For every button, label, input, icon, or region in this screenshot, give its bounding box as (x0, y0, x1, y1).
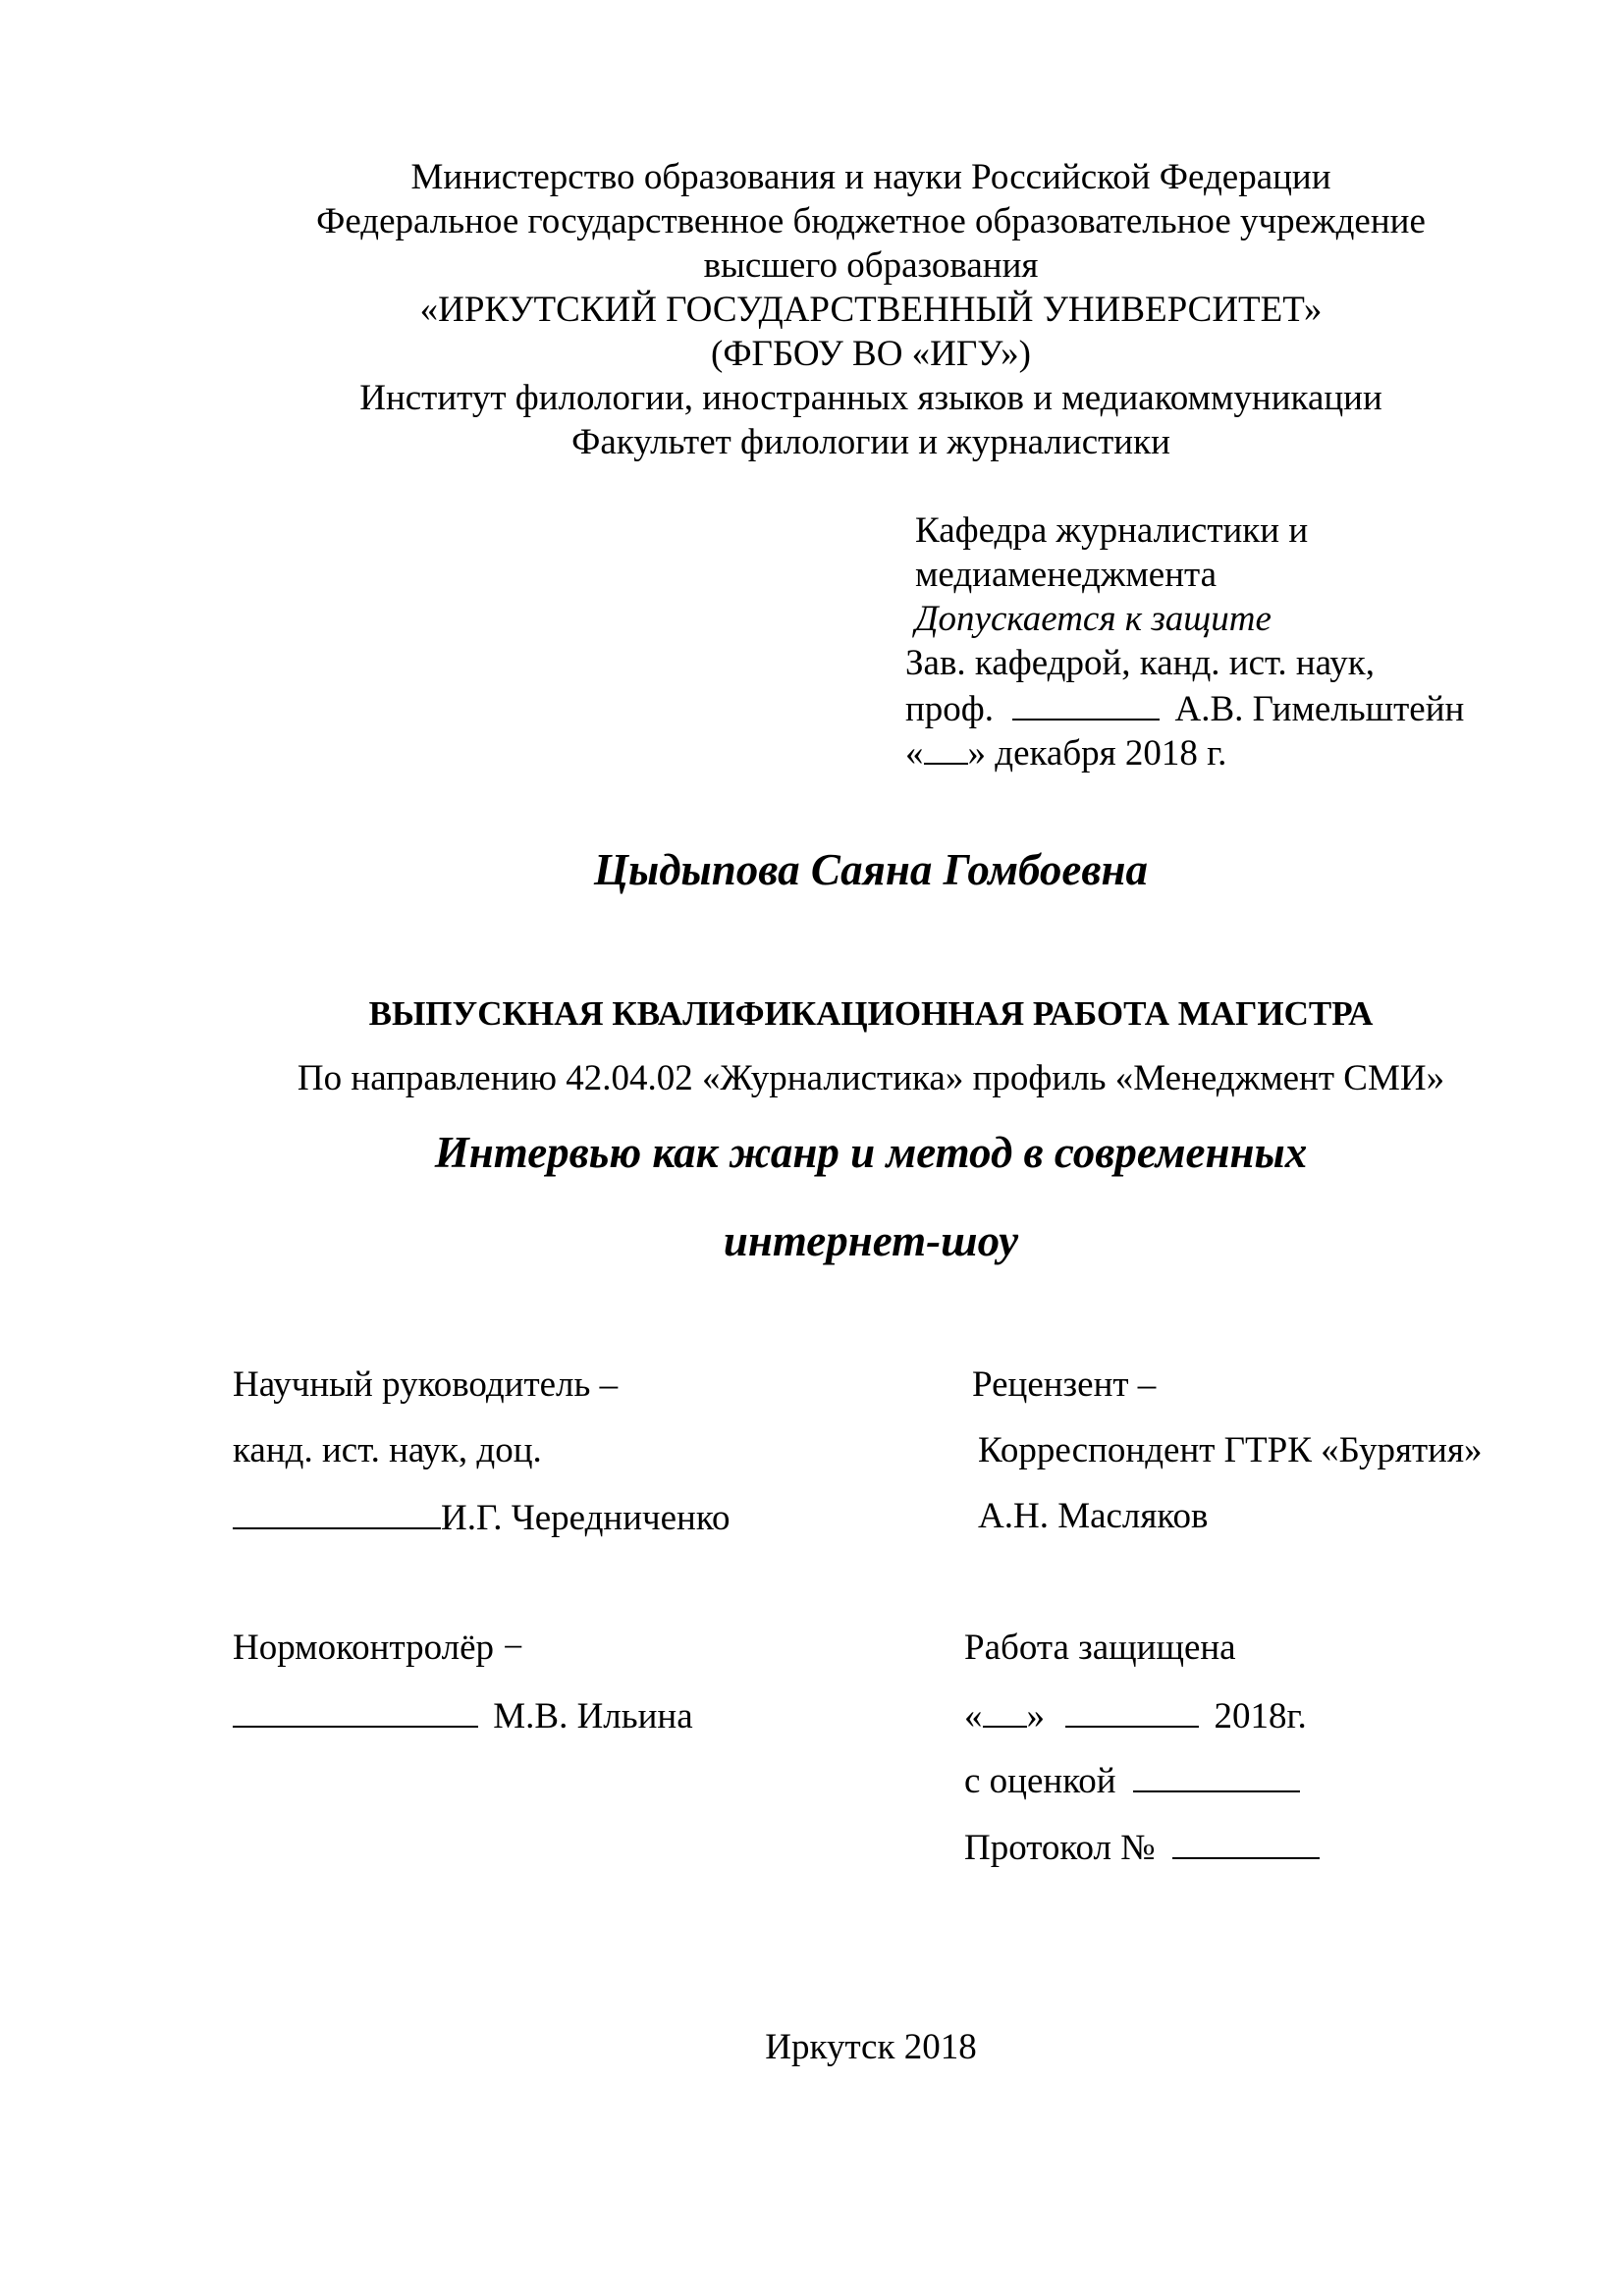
department-line-1: Кафедра журналистики и (915, 510, 1309, 551)
signature-blank (1012, 685, 1160, 721)
department-line-2: медиаменеджмента (915, 555, 1218, 595)
approval-date-line: « » декабря 2018 г. (905, 729, 1226, 775)
work-type: ВЫПУСКНАЯ КВАЛИФИКАЦИОННАЯ РАБОТА МАГИСТРА (368, 994, 1374, 1033)
signature-blank (233, 1692, 478, 1728)
prof-prefix: проф. (905, 689, 995, 729)
supervisor-role: Научный руководитель – (233, 1364, 619, 1405)
header-line-faculty: Факультет филологии и журналистики (571, 422, 1170, 462)
normcontrol-name: М.В. Ильина (493, 1696, 693, 1736)
protocol-blank (1172, 1824, 1320, 1859)
grade-line: с оценкой (964, 1757, 1300, 1803)
header-line-education-level: высшего образования (703, 245, 1039, 286)
header-line-university: «ИРКУТСКИЙ ГОСУДАРСТВЕННЫЙ УНИВЕРСИТЕТ» (419, 290, 1323, 330)
day-blank (924, 729, 968, 765)
reviewer-name: А.Н. Масляков (978, 1496, 1209, 1536)
supervisor-name: И.Г. Чередниченко (441, 1498, 731, 1538)
normcontrol-role: Нормоконтролёр − (233, 1628, 524, 1668)
reviewer-role: Рецензент – (972, 1364, 1157, 1405)
header-line-ministry: Министерство образования и науки Российской Федерации (410, 157, 1331, 197)
day-blank (983, 1692, 1027, 1728)
head-signature-line (905, 685, 1464, 731)
head-of-department-title: Зав. кафедрой, канд. ист. наук, (905, 643, 1375, 683)
author-name: Цыдыпова Саяна Гомбоевна (594, 845, 1148, 894)
defense-date-line: « » 2018г. (964, 1692, 1307, 1738)
month-blank (1065, 1692, 1199, 1728)
supervisor-degree: канд. ист. наук, доц. (233, 1430, 542, 1470)
grade-blank (1133, 1757, 1300, 1792)
signature-blank (233, 1494, 441, 1529)
study-direction: По направлению 42.04.02 «Журналистика» профиль «Менеджмент СМИ» (297, 1058, 1445, 1098)
defense-title: Работа защищена (964, 1628, 1236, 1668)
reviewer-position: Корреспондент ГТРК «Бурятия» (978, 1430, 1483, 1470)
header-line-institute: Институт филологии, иностранных языков и медиакоммуникации (359, 378, 1382, 418)
admitted-to-defense: Допускается к защите (915, 599, 1272, 639)
protocol-line: Протокол № (964, 1824, 1320, 1870)
header-line-abbreviation: (ФГБОУ ВО «ИГУ») (711, 334, 1031, 374)
thesis-title-line-1: Интервью как жанр и метод в современных (434, 1128, 1308, 1177)
city-year: Иркутск 2018 (765, 2027, 977, 2067)
institution-header (0, 155, 1624, 464)
header-line-institution-type: Федеральное государственное бюджетное образовательное учреждение (316, 201, 1426, 241)
normcontrol-signature-line (233, 1692, 693, 1738)
thesis-title-line-2: интернет-шоу (723, 1216, 1019, 1265)
head-name: А.В. Гимельштейн (1174, 689, 1465, 729)
supervisor-signature-line (233, 1494, 730, 1540)
